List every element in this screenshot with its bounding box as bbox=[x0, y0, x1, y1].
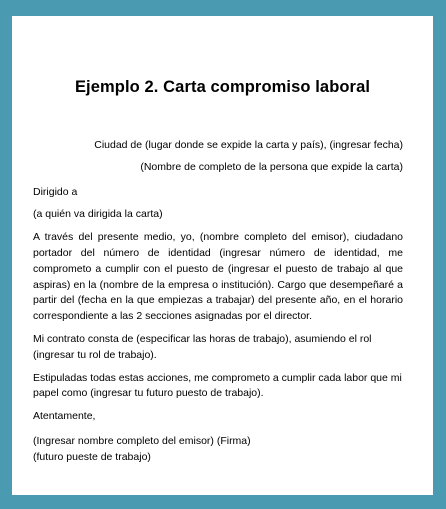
paragraph-contract: Mi contrato consta de (especificar las horas de trabajo), asumiendo el rol (ingresar tu rol de trabajo). bbox=[33, 332, 372, 361]
paragraph-stipulations: Estipuladas todas estas acciones, me comprometo a cumplir cada labor que mi papel como (ingresar tu futuro puesto de trabajo). bbox=[33, 371, 402, 400]
letter-body bbox=[33, 138, 403, 466]
signature-position: (futuro pueste de trabajo) bbox=[33, 450, 151, 463]
issuer-line: (Nombre de completo de la persona que expide la carta) bbox=[140, 160, 403, 173]
location-date-line: Ciudad de (lugar donde se expide la carta y país), (ingresar fecha) bbox=[94, 139, 403, 151]
document-title: Ejemplo 2. Carta compromiso laboral bbox=[74, 78, 371, 96]
greeting: Dirigido a bbox=[33, 185, 78, 198]
letter-page bbox=[12, 16, 433, 495]
closing: Atentamente, bbox=[33, 410, 96, 423]
signature-line: (Ingresar nombre completo del emisor) (Firma) bbox=[33, 434, 251, 447]
recipient: (a quién va dirigida la carta) bbox=[33, 208, 163, 221]
paragraph-commitment: A través del presente medio, yo, (nombre completo del emisor), ciudadano portador del número de identidad (ingresar número de identidad, me comprometo a cumplir con el puesto de (ingresar el puesto de trabajo al que aspiras) en la (nombre de la empresa o institución). Cargo que desempeñaré a partir del (fecha en la que empiezas a trabajar) del presente año, en el horario correspondiente a las 2 secciones asignadas por el director. bbox=[33, 231, 403, 323]
